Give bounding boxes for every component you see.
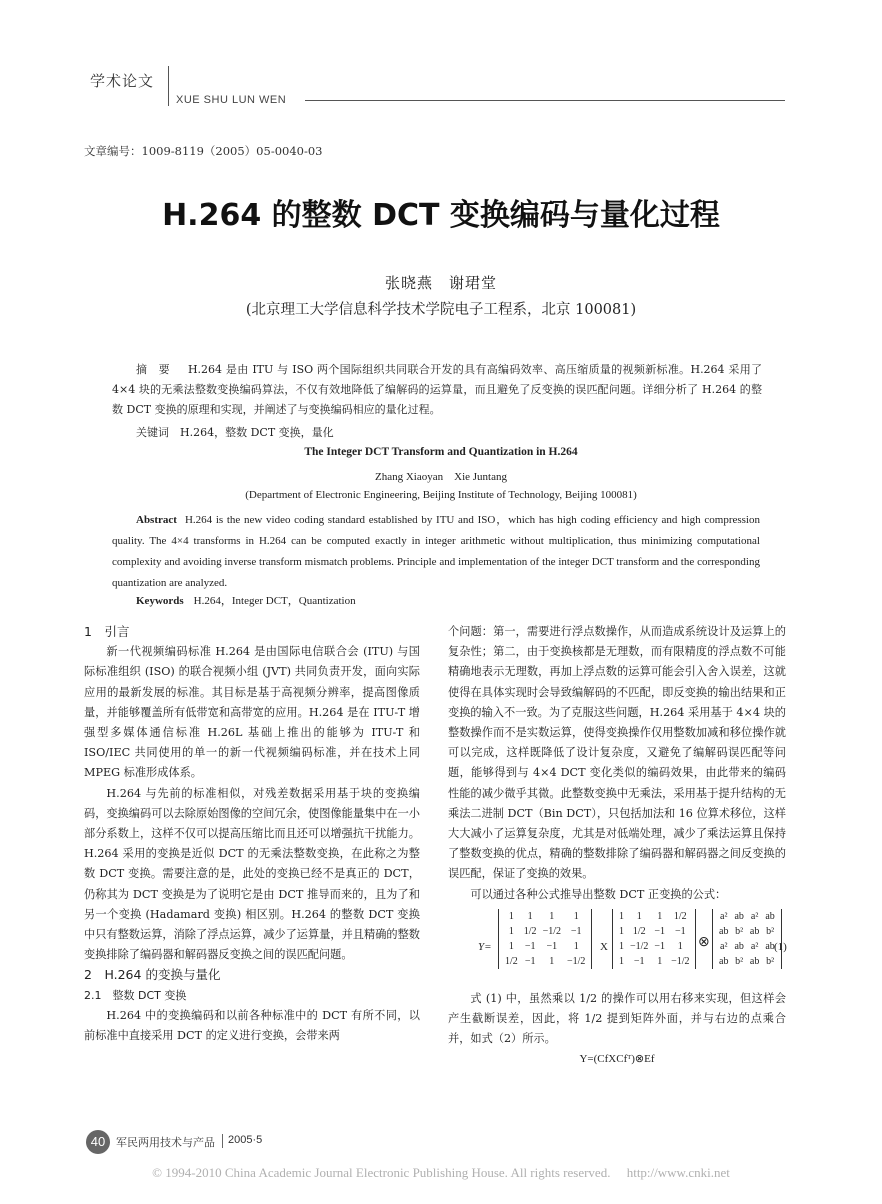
matrix-cell: −1/2	[542, 925, 561, 937]
matrix-cell: 1/2	[505, 955, 518, 967]
affiliation: (北京理工大学信息科学技术学院电子工程系，北京 100081)	[245, 302, 637, 318]
matrix-cell: 1	[573, 940, 579, 952]
matrix-cell: b²	[735, 925, 744, 937]
footer-divider	[222, 1134, 223, 1148]
equation-number: (1)	[774, 940, 787, 953]
matrix-2	[612, 909, 696, 969]
matrix-cell: ab	[749, 925, 760, 937]
abstract-cn-text: H.264 是由 ITU 与 ISO 两个国际组织共同联合开发的具有高编码效率、高压缩质量的视频新标准。H.264 采用了4×4 块的无乘法整数变换编码算法，不仅有效地降低了编解码的运算量，而且避免了反变换的误匹配问题。详细分析了 H.264 的整数 DCT 变换的原理和实现，并阐述了与变换编码相应的量化过程。	[112, 363, 763, 416]
section-2-heading: 2 H.264 的变换与量化	[84, 967, 221, 983]
matrix-cell: a²	[750, 910, 759, 922]
matrix-cell: 1	[619, 925, 624, 937]
matrix-3	[712, 909, 782, 969]
equation-x: X	[600, 940, 608, 953]
matrix-cell: 1	[508, 910, 514, 922]
matrix-cell: a²	[720, 940, 728, 952]
paragraph: 可以通过各种公式推导出整数 DCT 正变换的公式：	[470, 887, 727, 901]
section-1-heading: 1 引言	[84, 624, 130, 639]
english-affiliation: (Department of Electronic Engineering, Beijing Institute of Technology, Beijing 100081)	[245, 489, 637, 501]
header-rule	[305, 100, 785, 101]
matrix-cell: 1/2	[673, 910, 687, 922]
issue-number: 2005·5	[228, 1134, 263, 1146]
paragraph: 新一代视频编码标准 H.264 是由国际电信联合会 (ITU) 与国际标准组织 (ISO) 的联合视频小组 (JVT) 共同负责开发，面向实际应用的最新发展的标准。其目标是基于高视频分辨率，提高图像质量，并能够覆盖所有低带宽和高带宽的应用。H.264 是在 ITU-T 增强型多媒体通信标准 H.26L 基础上推出的能够为 ITU-T 和 ISO/IEC 共同使用的单一的新一代视频编码标准，并在技术上同 MPEG 标准形成体系。	[84, 645, 420, 780]
left-column	[84, 622, 420, 1046]
matrix-cell: ab	[765, 940, 775, 952]
matrix-cell: 1	[657, 910, 663, 922]
matrix-cell: 1	[549, 910, 555, 922]
matrix-cell: 1	[508, 940, 514, 952]
journal-section-en: XUE SHU LUN WEN	[176, 94, 287, 106]
matrix-cell: −1	[524, 955, 536, 967]
matrix-cell: −1/2	[671, 955, 690, 967]
paragraph: H.264 与先前的标准相似，对残差数据采用基于块的变换编码，变换编码可以去除原始图像的空间冗余，使图像能量集中在一小部分系数上，这样不仅可以提高压缩比而且还可以增强抗干扰能力。H.264 采用的变换是近似 DCT 的无乘法整数变换，在此称之为整数 DCT 变换。需要注意的是，此处的变换已经不是真正的 DCT，仍称其为 DCT 变换是为了说明它是由 DCT 推导而来的，且为了和另一个变换 (Hadamard 变换) 相区别。H.264 的整数 DCT 变换中只有整数运算，消除了浮点运算，减少了运算量，并且精确的整数变换排除了编码器和解码器反变换之间的误匹配问题。	[84, 786, 420, 962]
matrix-cell: −1	[546, 940, 558, 952]
matrix-cell: b²	[766, 955, 775, 967]
matrix-cell: −1/2	[630, 940, 649, 952]
matrix-cell: −1	[654, 925, 666, 937]
abstract-en-text: H.264 is the new video coding standard established by ITU and ISO，which has high coding efficiency and high compression quality. The 4×4 transforms in H.264 can be computed exactly in integer arithmetic without multiplication, thus minimizing computational complexity and avoiding inverse transform mismatch problems. Principle and implementation of the integer DCT transform and the corresponding quantization are analyzed.	[112, 514, 760, 589]
matrix-cell: ab	[765, 910, 775, 922]
matrix-cell: 1/2	[632, 925, 646, 937]
matrix-cell: a²	[720, 910, 728, 922]
keywords-cn	[136, 424, 334, 440]
journal-name: 军民两用技术与产品	[116, 1136, 215, 1149]
matrix-cell: ab	[719, 955, 729, 967]
matrix-cell: b²	[735, 955, 744, 967]
matrix-cell: 1	[677, 940, 683, 952]
page-number: 40	[86, 1130, 110, 1154]
equation-2: Y=(CfXCfᵀ)⊗Ef	[579, 1053, 655, 1066]
copyright-notice: © 1994-2010 China Academic Journal Electronic Publishing House. All rights reserved. http://www.cnki.net	[152, 1165, 730, 1180]
section-2-1-heading: 2.1 整数 DCT 变换	[84, 988, 187, 1002]
equation-lhs: Y=	[478, 940, 492, 953]
matrix-cell: 1	[549, 955, 555, 967]
right-column	[448, 622, 786, 1070]
matrix-cell: ab	[749, 955, 760, 967]
matrix-cell: 1	[636, 910, 642, 922]
authors: 张晓燕 谢珺堂	[384, 274, 497, 292]
otimes-symbol: ⊗	[698, 934, 710, 950]
matrix-cell: ab	[734, 940, 744, 952]
keywords-cn-text: H.264，整数 DCT 变换，量化	[180, 426, 334, 439]
matrix-cell: 1	[619, 940, 624, 952]
equation-1	[448, 909, 786, 985]
matrix-cell: −1/2	[566, 955, 586, 967]
paragraph: 个问题：第一，需要进行浮点数操作，从而造成系统设计及运算上的复杂性；第二，由于变换核都是无理数，而有限精度的浮点数不可能精确地表示无理数，再加上浮点数的运算可能会引入舍入误差，这就使得在具体实现时会导致编解码的不匹配，即反变换的输出结果和正变换的输入不一致。为了克服这些问题，H.264 采用基于 4×4 块的整数操作而不是实数运算，使得变换操作仅用整数加减和移位操作就可以完成，这样既降低了设计复杂度，又避免了编解码误匹配等问题，能够得到与 4×4 DCT 变化类似的编码效果，由此带来的编码性能的减少微乎其微。此整数变换中无乘法，采用基于提升结构的无乘法二进制 DCT（Bin DCT），只包括加法和 16 位算术移位，这样大大减小了运算复杂度，尤其是对低端处理，减少了乘法运算且保持了整数变换的优点，精确的整数排除了编码器和解码器之间反变换的误匹配，保证了变换的效果。	[448, 625, 786, 881]
matrix-cell: 1	[573, 910, 579, 922]
matrix-cell: ab	[734, 910, 744, 922]
matrix-1	[498, 909, 592, 969]
english-authors: Zhang Xiaoyan Xie Juntang	[375, 471, 507, 483]
matrix-cell: −1	[524, 940, 536, 952]
matrix-cell: b²	[766, 925, 775, 937]
keywords-en-text: H.264，Integer DCT，Quantization	[193, 595, 356, 607]
paragraph: H.264 中的变换编码和以前各种标准中的 DCT 有所不同，以前标准中直接采用 DCT 的定义进行变换，会带来两	[84, 1008, 420, 1043]
keywords-en-label: Keywords	[136, 595, 184, 607]
matrix-cell: −1	[570, 925, 582, 937]
matrix-cell: 1	[527, 910, 533, 922]
paper-title: H.264 的整数 DCT 变换编码与量化过程	[162, 198, 720, 233]
journal-section-cn: 学术论文	[90, 72, 155, 90]
abstract-cn-label: 摘 要	[136, 363, 170, 376]
matrix-cell: 1	[619, 910, 624, 922]
matrix-cell: 1	[619, 955, 624, 967]
keywords-en	[136, 592, 356, 608]
matrix-cell: ab	[719, 925, 729, 937]
article-number: 文章编号：1009-8119（2005）05-0040-03	[84, 144, 323, 158]
keywords-cn-label: 关键词	[136, 426, 169, 439]
matrix-cell: 1/2	[523, 925, 537, 937]
matrix-cell: a²	[750, 940, 759, 952]
matrix-cell: −1	[674, 925, 686, 937]
abstract-en-label: Abstract	[136, 514, 177, 526]
abstract-en	[112, 510, 760, 594]
matrix-cell: −1	[654, 940, 666, 952]
paragraph: 式 (1) 中，虽然乘以 1/2 的操作可以用右移来实现，但这样会产生截断误差，因此，将 1/2 提到矩阵外面，并与右边的点乘合并，如式（2）所示。	[448, 991, 786, 1046]
matrix-cell: −1	[633, 955, 645, 967]
matrix-cell: 1	[657, 955, 663, 967]
abstract-cn	[112, 360, 762, 420]
english-title: The Integer DCT Transform and Quantization in H.264	[304, 446, 578, 458]
header-divider	[168, 66, 169, 106]
matrix-cell: 1	[508, 925, 514, 937]
